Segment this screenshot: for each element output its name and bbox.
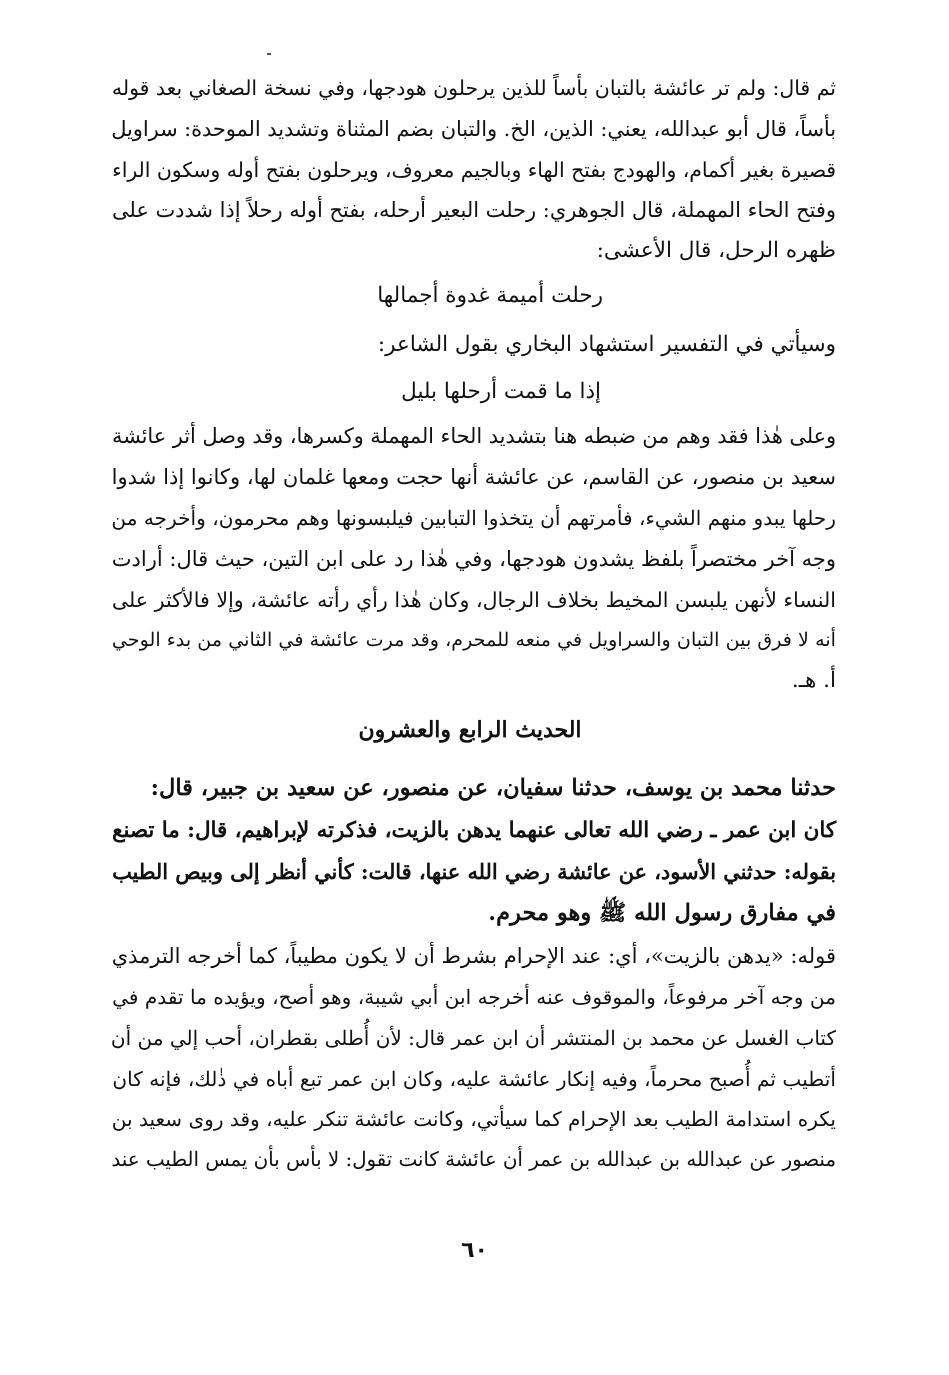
text-line: يكره استدامة الطيب بعد الإحرام كما سيأتي، وكانت عائشة تنكر عليه، وقد روى سعيد بن [111, 1107, 836, 1132]
hadith-text [104, 768, 836, 934]
text-line: وجه آخر مختصراً بلفظ يشدون هودجها، وفي هٰذا رد على ابن التين، حيث قال: أرادت [111, 545, 836, 571]
text-line: كتاب الغسل عن محمد بن المنتشر أن ابن عمر قال: لأن أُطلى بقطران، أحب إلي من أن [110, 1025, 836, 1050]
text-line: وفتح الحاء المهملة، قال الجوهري: رحلت البعير أرحله، بفتح أوله رحلاً إذا شددت على [111, 198, 836, 223]
page-body [104, 68, 836, 1181]
text-line: كان ابن عمر ـ رضي الله تعالى عنهما يدهن بالزيت، فذكرته لإبراهيم، قال: ما تصنع [112, 817, 836, 843]
text-line: في مفارق رسول الله ﷺ وهو محرم. [488, 899, 836, 926]
commentary-paragraph [104, 936, 836, 1181]
top-paragraph [104, 68, 836, 272]
text-line: ظهره الرحل، قال الأعشى: [596, 238, 836, 264]
section-heading: الحديث الرابع والعشرون [358, 716, 582, 743]
text-line: وعلى هٰذا فقد وهم من ضبطه هنا بتشديد الحاء المهملة وكسرها، وقد وصل أثر عائشة [111, 424, 836, 449]
text-line: قوله: «يدهن بالزيت»، أي: عند الإحرام بشرط أن لا يكون مطيباً، كما أخرجه الترمذي [111, 944, 836, 969]
scan-dot [267, 53, 271, 55]
text-line: من وجه آخر مرفوعاً، والموقوف عنه أخرجه ابن أبي شيبة، وهو أصح، ويؤيده ما تقدم في [112, 985, 836, 1009]
text-line: أتطيب ثم أُصبح محرماً، وفيه إنكار عائشة عليه، وكان ابن عمر تبع أباه في ذٰلك، فإنه كان [112, 1066, 836, 1091]
text-line: أنه لا فرق بين التبان والسراويل في منعه للمحرم، وقد مرت عائشة في الثاني من بدء الوحي [111, 628, 836, 652]
verse-line-1: رحلت أميمة غدوة أجمالها [377, 282, 603, 308]
verse-line-2: إذا ما قمت أرحلها بليل [401, 378, 601, 404]
text-line: سعيد بن منصور، عن القاسم، عن عائشة أنها حجت ومعها غلمان لها، وكانوا إذا شدوا [111, 464, 836, 490]
text-line: قصيرة بغير أكمام، والهودج بفتح الهاء وبالجيم معروف، ويرحلون بفتح أوله وسكون الراء [112, 157, 836, 182]
page-number: ٦٠ [461, 1238, 488, 1263]
text-line: أ. هـ. [791, 668, 836, 694]
verse-intro: وسيأتي في التفسير استشهاد البخاري بقول الشاعر: [377, 331, 836, 357]
second-paragraph [104, 416, 836, 702]
text-line: بأساً، قال أبو عبدالله، يعني: الذين، الخ. والتبان بضم المثناة وتشديد الموحدة: سراويل [111, 116, 836, 141]
text-line: حدثنا محمد بن يوسف، حدثنا سفيان، عن منصور، عن سعيد بن جبير، قال: [150, 775, 836, 802]
text-line: منصور عن عبدالله بن عبدالله بن عمر أن عائشة كانت تقول: لا بأس بأن يمس الطيب عند [111, 1148, 836, 1172]
text-line: ثم قال: ولم تر عائشة بالتبان بأساً للذين يرحلون هودجها، وفي نسخة الصغاني بعد قوله [111, 76, 836, 100]
text-line: رحلها يبدو منهم الشيء، فأمرتهم أن يتخذوا التبابين فيلبسونها وهم محرمون، وأخرجه من [111, 505, 836, 530]
text-line: النساء لأنهن يلبسن المخيط بخلاف الرجال، وكان هٰذا رأي رأته عائشة، وإلا فالأكثر على [111, 587, 836, 612]
text-line: بقوله: حدثني الأسود، عن عائشة رضي الله عنها، قالت: كأني أنظر إلى وبيص الطيب [112, 859, 836, 885]
